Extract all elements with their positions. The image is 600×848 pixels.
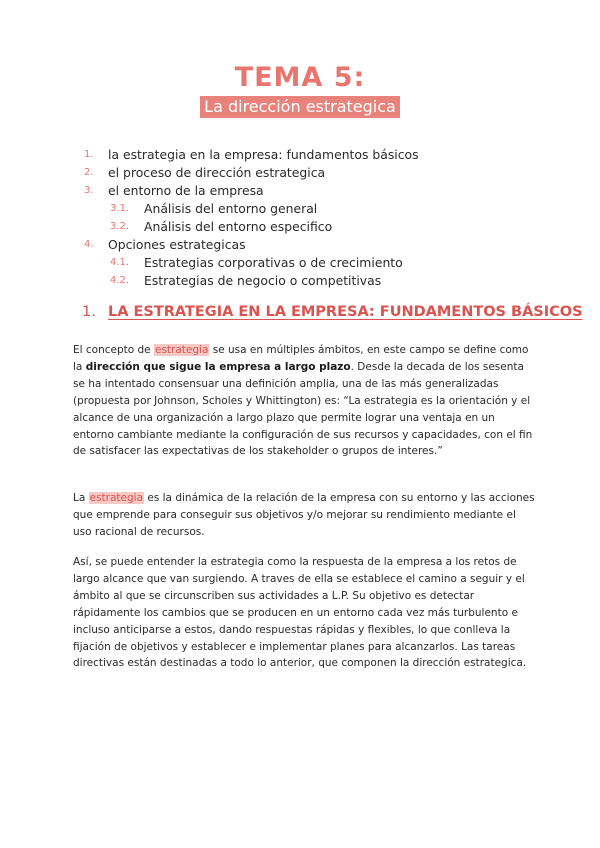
toc-item-label: Análisis del entorno especifico — [144, 219, 333, 234]
paragraph-1 — [73, 342, 535, 460]
text-run: se usa en múltiples ámbitos, en este campo se define como la — [73, 344, 529, 373]
toc-item-number: 2. — [84, 167, 94, 178]
paragraph-3: Así, se puede entender la estrategia como la respuesta de la empresa a los retos de largo alcance que van surgiendo. A traves de ella se establece el camino a seguir y el ámbito al que se circunscriben sus actividades a L.P. Su objetivo es detectar rápidamente los cambios que se producen en un entorno cada vez más turbulento e incluso anticiparse a estos, dando respuestas rápidas y flexibles, lo que conlleva la fijación de objetivos y establecer e implementar planes para alcanzarlos. Las tareas directivas están destinadas a todo lo anterior, que componen la dirección estrategica. — [73, 556, 527, 670]
toc-item-label: Análisis del entorno general — [144, 201, 318, 216]
toc-item-label: el proceso de dirección estrategica — [108, 165, 326, 180]
toc-item-number: 3.1. — [110, 203, 130, 214]
toc-item-number: 3. — [84, 185, 94, 196]
text-run: es la dinámica de la relación de la empresa con su entorno y las acciones que emprende para conseguir sus objetivos y/o mejorar su rendimiento mediante el uso racional de recursos. — [73, 492, 535, 538]
toc-item-label: Estrategias corporativas o de crecimiento — [144, 255, 403, 270]
toc-item-label: el entorno de la empresa — [108, 183, 264, 198]
toc-item-number: 1. — [84, 149, 94, 160]
paragraph-2 — [73, 490, 535, 541]
toc-item-number: 4. — [84, 239, 94, 250]
highlighted-term: estrategia — [154, 344, 209, 356]
section-title: LA ESTRATEGIA EN LA EMPRESA: FUNDAMENTOS BÁSICOS — [108, 304, 583, 320]
text-run: La — [73, 492, 89, 504]
toc-item-number: 3.2. — [110, 221, 130, 232]
toc-item-label: Opciones estrategicas — [108, 237, 246, 252]
page-subtitle: La dirección estrategica — [200, 96, 400, 118]
page-title: TEMA 5: — [234, 62, 366, 93]
toc-item-number: 4.1. — [110, 257, 130, 268]
section-number: 1. — [82, 304, 96, 320]
text-run: . Desde la decada de los sesenta se ha intentado consensuar una definición amplia, una de las más generalizadas (propuesta por Johnson, Scholes y Whittington) es: “La estrategia es la orientación y el alcance de una organización a largo plazo que permite lograr una ventaja en un entorno cambiante mediante la configuración de sus recursos y capacidades, con el fin de satisfacer las expectativas de los stakeholder o grupos de interes.” — [73, 360, 533, 458]
toc-item-number: 4.2. — [110, 275, 130, 286]
bold-phrase: dirección que sigue la empresa a largo plazo — [85, 360, 351, 373]
toc-item-label: Estrategias de negocio o competitivas — [144, 273, 382, 288]
text-run: El concepto de — [73, 344, 154, 356]
toc-item-label: la estrategia en la empresa: fundamentos básicos — [108, 147, 419, 162]
highlighted-term: estrategia — [89, 492, 144, 504]
